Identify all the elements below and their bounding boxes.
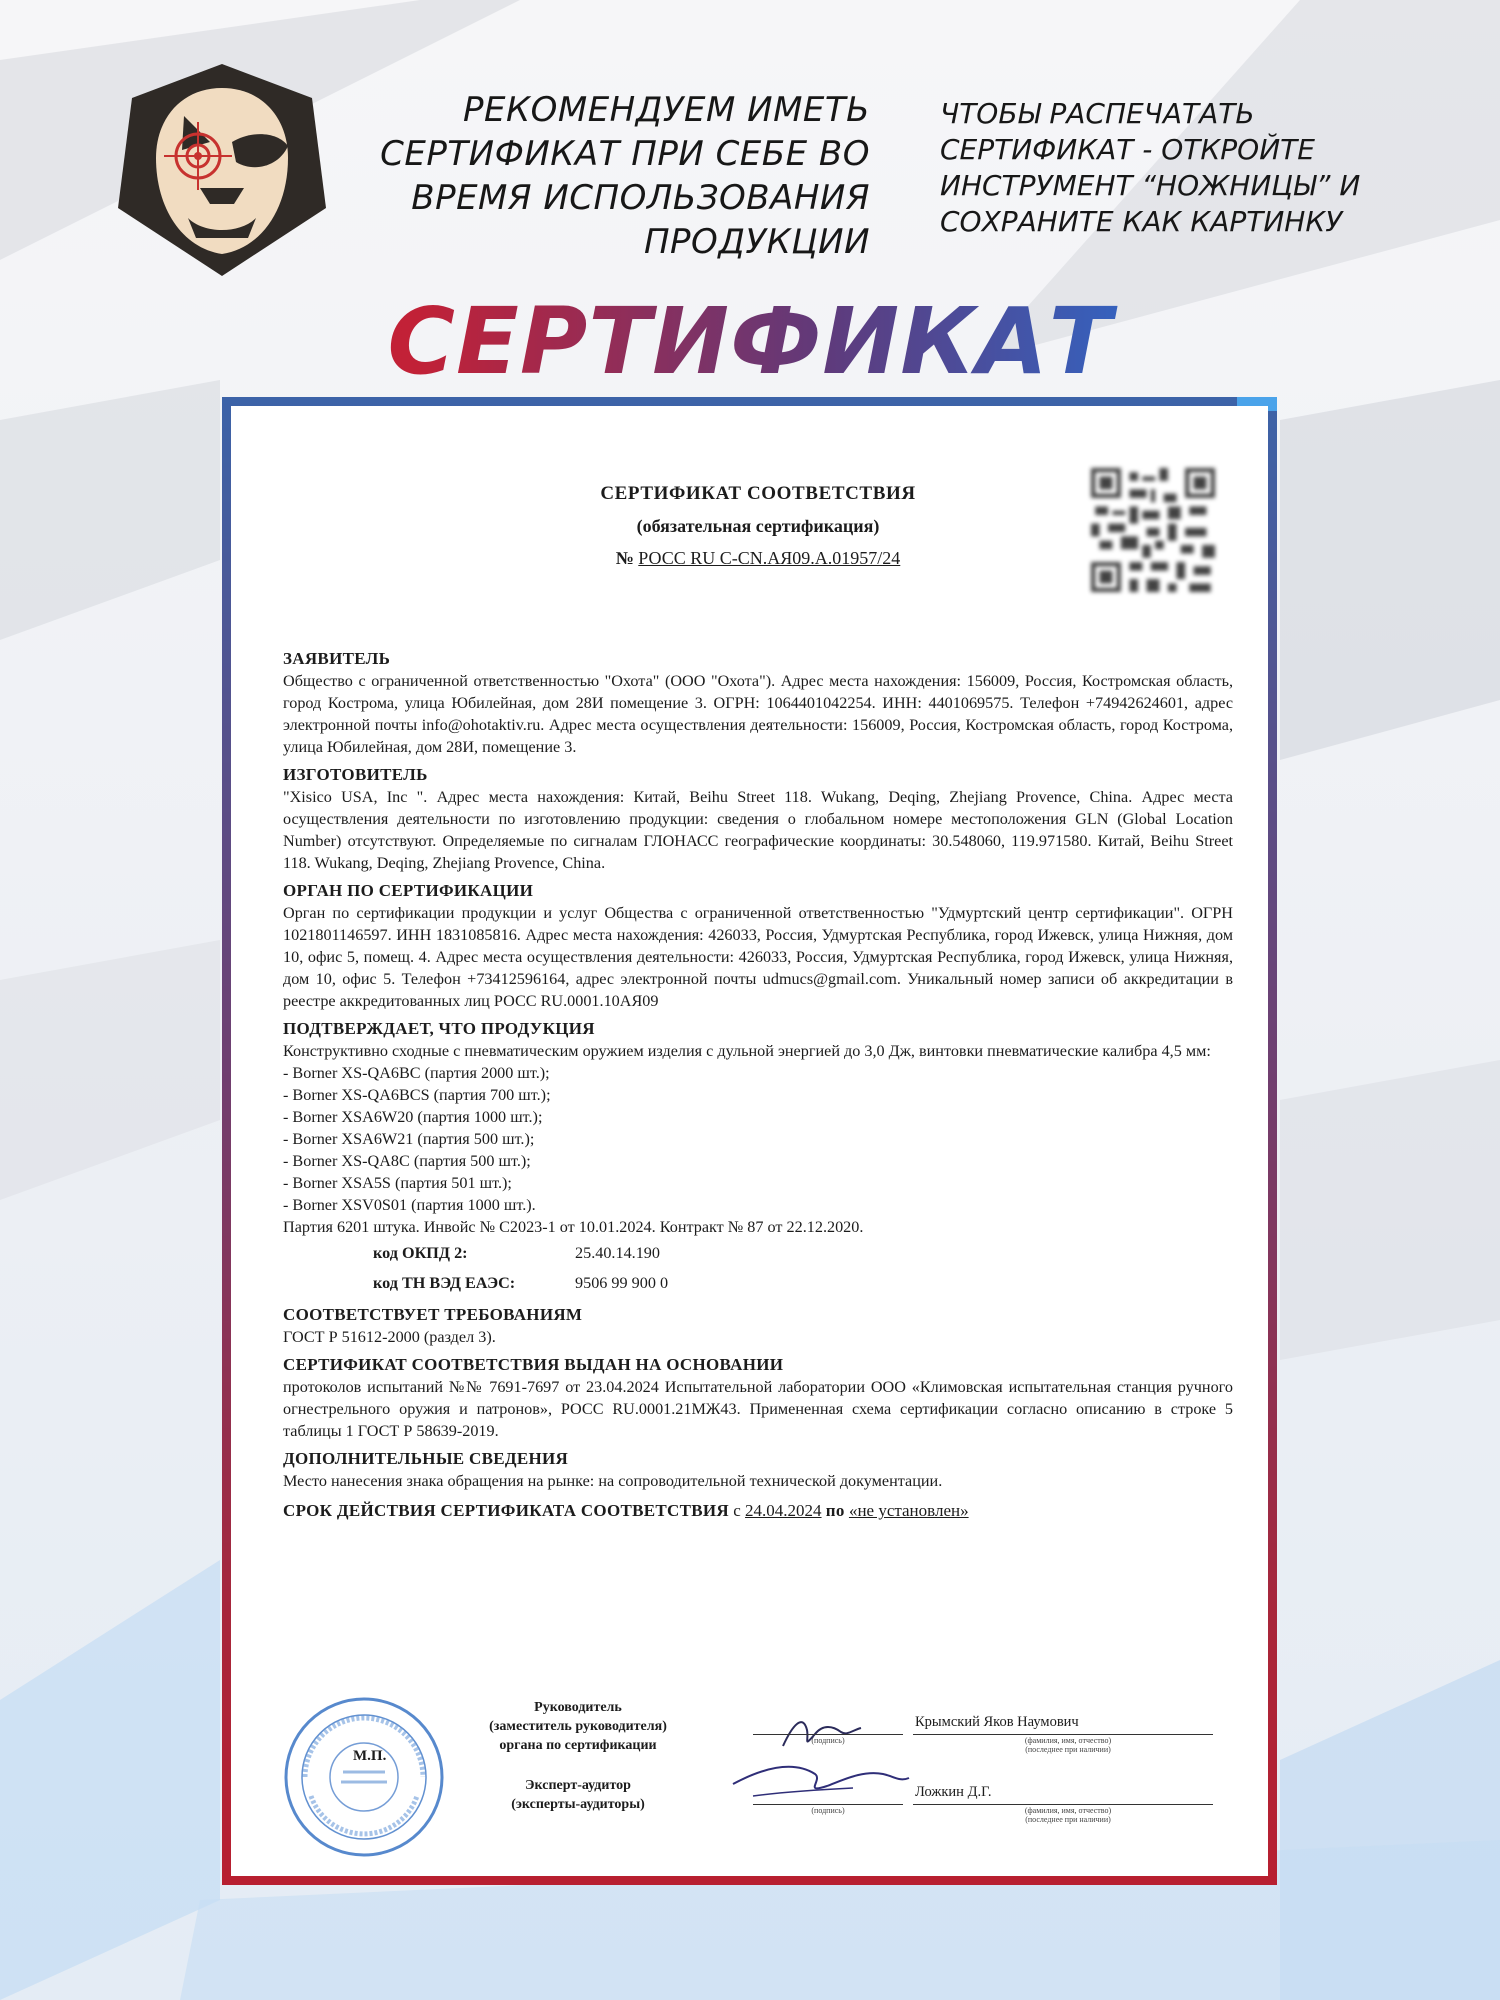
product-item: - Borner XSV0S01 (партия 1000 шт.). <box>283 1196 536 1214</box>
head-name-caption-1: (фамилия, имя, отчество) <box>1024 1736 1112 1745</box>
additional-heading: ДОПОЛНИТЕЛЬНЫЕ СВЕДЕНИЯ <box>283 1449 569 1468</box>
applicant-heading: ЗАЯВИТЕЛЬ <box>283 649 391 668</box>
auditor-role <box>463 1776 693 1814</box>
certification-body-heading: ОРГАН ПО СЕРТИФИКАЦИИ <box>283 881 534 900</box>
certificate-document <box>283 406 1233 1876</box>
lion-logo <box>112 58 332 278</box>
auditor-name: Ложкин Д.Г. <box>915 1784 992 1800</box>
okpd-code-row <box>283 1238 1233 1268</box>
tnved-code-row <box>283 1268 1233 1298</box>
recommend-line: СЕРТИФИКАТ ПРИ СЕБЕ ВО <box>380 134 870 174</box>
auditor-role-line: (эксперты-аудиторы) <box>511 1797 645 1812</box>
applicant-text: Общество с ограниченной ответственностью "Охота" (ООО "Охота"). Адрес места нахождения: 156009, Россия, Костромская область, город Кострома, улица Юбилейная, дом 28И помещение 3. ОГРН: 1064401042254. ИНН: 4401069575. Телефон +74942624601, адрес электронной почты info@ohotaktiv.ru. Адрес места осуществления деятельности: 156009, Россия, Костромская область, город Кострома, улица Юбилейная, дом 28И, помещение 3. <box>283 672 1233 756</box>
validity-from-word: с <box>733 1501 741 1520</box>
certification-body-text: Орган по сертификации продукции и услуг Общества с ограниченной ответственностью "Удмуртский центр сертификации". ОГРН 1021801146597. ИНН 1831085816. Адрес места нахождения: 426033, Россия, Удмуртская Республика, город Ижевск, улица Нижняя, дом 10, офис 5, помещ. 4. Адрес места осуществления деятельности: 426033, Россия, Удмуртская Республика, город Ижевск, улица Нижняя, дом 10, офис 5. Телефон +73412596164, адрес электронной почты udmucs@gmail.com. Уникальный номер записи об аккредитации в реестре аккредитованных лиц РОСС RU.0001.10АЯ09 <box>283 904 1233 1010</box>
signature-block <box>283 1696 1233 1856</box>
print-instruction-note <box>940 96 1460 240</box>
certificate-subtitle: (обязательная сертификация) <box>636 516 880 536</box>
head-signature-line <box>753 1734 903 1735</box>
product-item: - Borner XSA6W21 (партия 500 шт.); <box>283 1130 535 1148</box>
product-item: - Borner XS-QA6BC (партия 2000 шт.); <box>283 1064 550 1082</box>
stamp-place-label: М.П. <box>353 1748 387 1764</box>
recommend-line: РЕКОМЕНДУЕМ ИМЕТЬ <box>462 90 870 130</box>
product-item: - Borner XSA6W20 (партия 1000 шт.); <box>283 1108 543 1126</box>
product-item: - Borner XSA5S (партия 501 шт.); <box>283 1174 512 1192</box>
head-role <box>463 1698 693 1755</box>
product-item: - Borner XS-QA6BCS (партия 700 шт.); <box>283 1086 551 1104</box>
auditor-name-caption-1: (фамилия, имя, отчество) <box>1024 1806 1112 1815</box>
certification-stamp <box>283 1696 445 1858</box>
recommend-line: ПРОДУКЦИИ <box>643 222 870 262</box>
head-name-line <box>913 1734 1213 1735</box>
qr-code <box>1091 468 1215 592</box>
product-intro: Конструктивно сходные с пневматическим оружием изделия с дульной энергией до 3,0 Дж, винтовки пневматические калибра 4,5 мм: <box>283 1042 1211 1060</box>
validity-from-date: 24.04.2024 <box>745 1501 822 1520</box>
certificate-sheet <box>231 406 1268 1876</box>
number-sign: № <box>615 548 634 568</box>
additional-text: Место нанесения знака обращения на рынке: на сопроводительной технической документации. <box>283 1472 943 1490</box>
head-signature-caption: (подпись) <box>811 1736 845 1745</box>
product-batch: Партия 6201 штука. Инвойс № C2023-1 от 10.01.2024. Контракт № 87 от 22.12.2020. <box>283 1218 864 1236</box>
requirements-heading: СООТВЕТСТВУЕТ ТРЕБОВАНИЯМ <box>283 1305 583 1324</box>
head-role-line: (заместитель руководителя) <box>489 1719 667 1734</box>
howto-line: СЕРТИФИКАТ - ОТКРОЙТЕ <box>940 133 1315 166</box>
okpd-value: 25.40.14.190 <box>575 1244 660 1262</box>
howto-line: СОХРАНИТЕ КАК КАРТИНКУ <box>940 205 1343 238</box>
manufacturer-heading: ИЗГОТОВИТЕЛЬ <box>283 765 428 784</box>
basis-text: протоколов испытаний №№ 7691-7697 от 23.04.2024 Испытательной лаборатории ООО «Климовская испытательная станция ручного огнестрельного оружия и патронов», РОСС RU.0001.21МЖ43. Примененная схема сертификации согласно описанию в строке 5 таблицы 1 ГОСТ Р 58639-2019. <box>283 1378 1233 1440</box>
basis-heading: СЕРТИФИКАТ СООТВЕТСТВИЯ ВЫДАН НА ОСНОВАНИИ <box>283 1355 784 1374</box>
certificate-body <box>283 642 1233 1524</box>
recommend-note <box>330 88 870 264</box>
auditor-name-line <box>913 1804 1213 1805</box>
head-role-line: Руководитель <box>534 1700 622 1715</box>
certificate-frame <box>222 397 1277 1885</box>
number-value: РОСС RU C-CN.АЯ09.А.01957/24 <box>638 548 901 568</box>
head-name: Крымский Яков Наумович <box>915 1714 1079 1730</box>
howto-line: ИНСТРУМЕНТ “НОЖНИЦЫ” И <box>940 169 1361 202</box>
head-role-line: органа по сертификации <box>499 1738 657 1753</box>
tnved-label: код ТН ВЭД ЕАЭС: <box>373 1274 516 1292</box>
product-item: - Borner XS-QA8C (партия 500 шт.); <box>283 1152 531 1170</box>
page-title: СЕРТИФИКАТ <box>0 290 1500 394</box>
validity-to-value: «не установлен» <box>848 1501 969 1520</box>
certificate-title: СЕРТИФИКАТ СООТВЕТСТВИЯ <box>600 483 916 504</box>
okpd-label: код ОКПД 2: <box>373 1244 468 1262</box>
auditor-role-line: Эксперт-аудитор <box>525 1778 631 1793</box>
validity-to-word: по <box>825 1501 845 1520</box>
auditor-signature-line <box>753 1804 903 1805</box>
product-heading: ПОДТВЕРЖДАЕТ, ЧТО ПРОДУКЦИЯ <box>283 1019 595 1038</box>
howto-line: ЧТОБЫ РАСПЕЧАТАТЬ <box>940 97 1255 130</box>
auditor-name-caption-2: (последнее при наличии) <box>1025 1815 1111 1824</box>
auditor-signature-caption: (подпись) <box>811 1806 845 1815</box>
tnved-value: 9506 99 900 0 <box>575 1274 669 1292</box>
recommend-line: ВРЕМЯ ИСПОЛЬЗОВАНИЯ <box>411 178 870 218</box>
head-name-caption-2: (последнее при наличии) <box>1025 1745 1111 1754</box>
requirements-text: ГОСТ Р 51612-2000 (раздел 3). <box>283 1328 496 1346</box>
validity-label: СРОК ДЕЙСТВИЯ СЕРТИФИКАТА СООТВЕТСТВИЯ <box>283 1501 729 1520</box>
handwritten-signatures <box>723 1704 923 1814</box>
validity-period <box>283 1498 1233 1524</box>
manufacturer-text: "Xisico USA, Inc ". Адрес места нахождения: Китай, Beihu Street 118. Wukang, Deqing, Zhejiang Provence, China. Адрес места осуществления деятельности по изготовлению продукции: сведения о глобальном номере местоположения GLN (Global Location Number) отсутствуют. Определяемые по сигналам ГЛОНАСС географические координаты: 30.548060, 119.971580. Китай, Beihu Street 118. Wukang, Deqing, Zhejiang Provence, China. <box>283 788 1233 872</box>
